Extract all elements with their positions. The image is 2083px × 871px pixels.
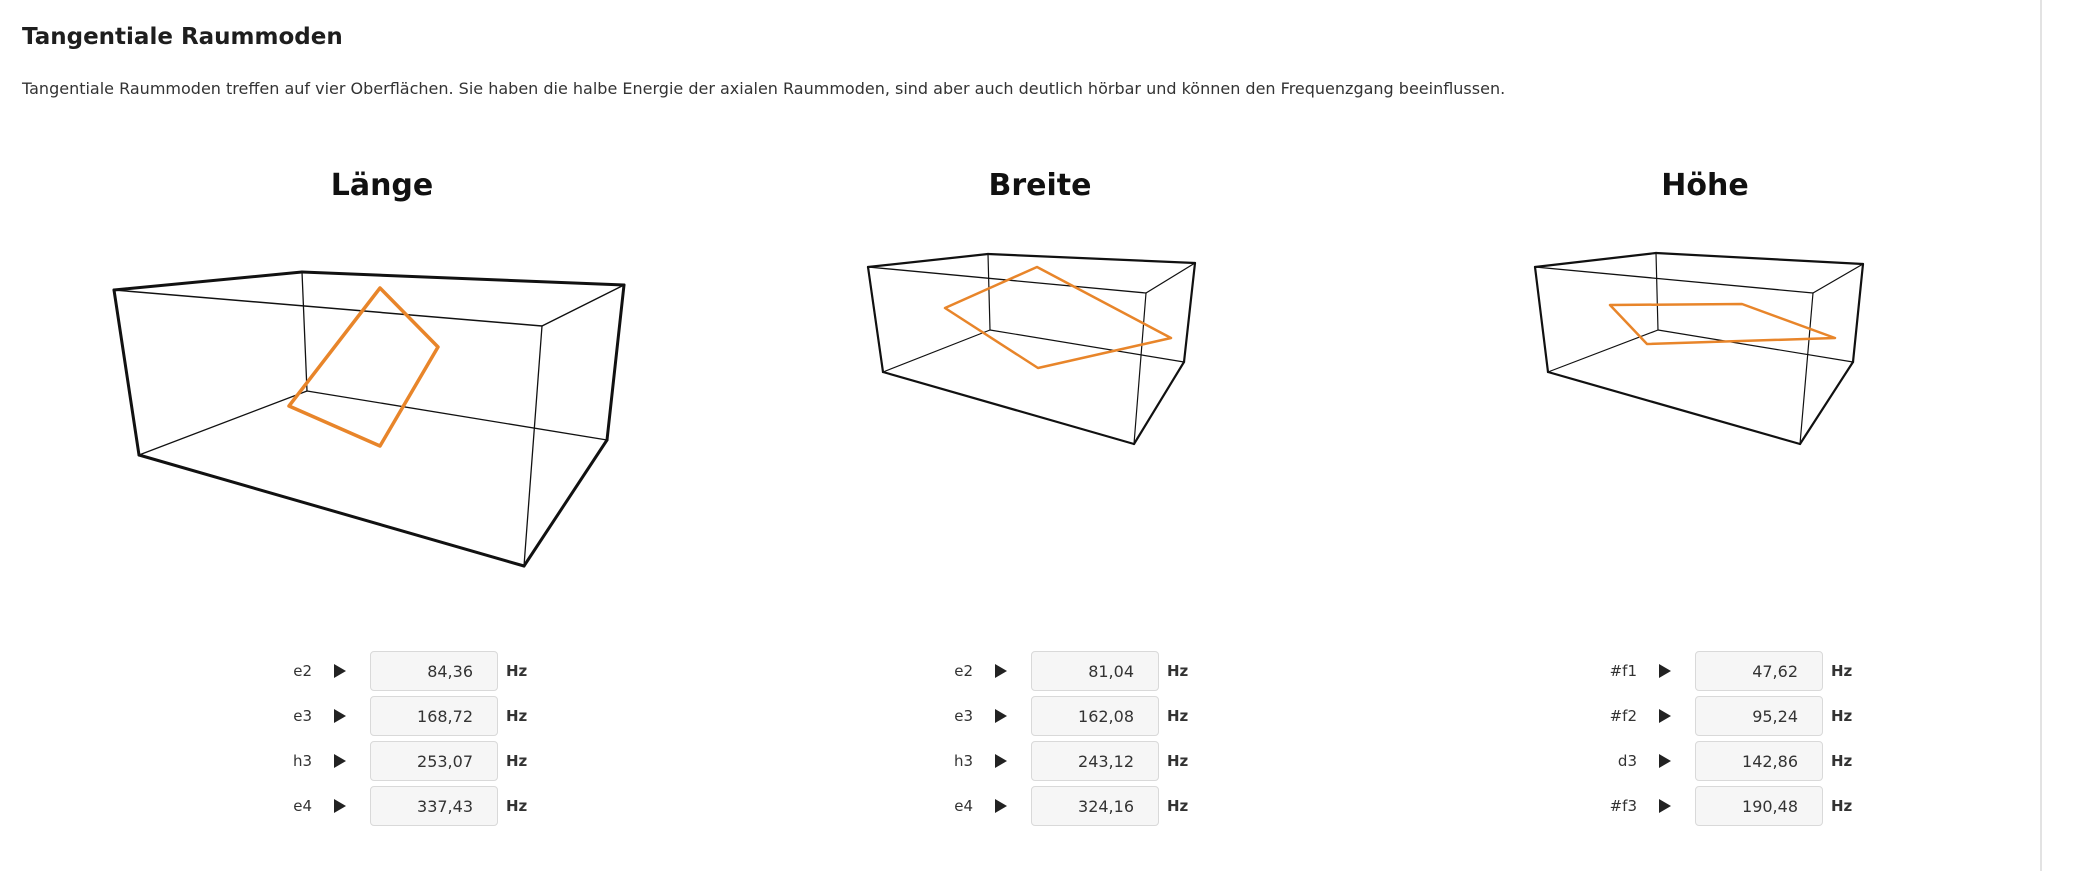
section-description: Tangentiale Raummoden treffen auf vier Oberflächen. Sie haben die halbe Energie der axialen Raummoden, sind aber auch deutlich hörbar und können den Frequenzgang beeinflussen. [22, 79, 1506, 98]
note-label: d3 [1617, 752, 1637, 770]
frequency-field[interactable] [1031, 741, 1159, 781]
panel-laenge [52, 160, 712, 840]
play-button[interactable] [1645, 786, 1685, 826]
room-edge [988, 254, 1195, 263]
play-icon [1659, 754, 1671, 768]
play-button[interactable] [320, 651, 360, 691]
room-edge [1535, 267, 1548, 372]
note-label: h3 [953, 752, 973, 770]
frequency-field[interactable] [1695, 741, 1823, 781]
frequency-field[interactable] [1031, 651, 1159, 691]
note-label: e4 [293, 797, 312, 815]
room-edge [114, 290, 542, 326]
play-icon [334, 754, 346, 768]
room-edge [1535, 267, 1813, 293]
play-button[interactable] [1645, 741, 1685, 781]
room-mode-diagram-hoehe [1375, 160, 2035, 600]
room-edge [607, 285, 624, 440]
play-button[interactable] [320, 786, 360, 826]
frequency-field[interactable] [1695, 696, 1823, 736]
play-icon [995, 709, 1007, 723]
frequency-field[interactable] [370, 651, 498, 691]
play-icon [995, 664, 1007, 678]
note-label: e3 [954, 707, 973, 725]
room-edge [1548, 330, 1658, 372]
play-button[interactable] [981, 741, 1021, 781]
room-mode-diagram-laenge [52, 160, 712, 600]
panel-title: Breite [988, 168, 1092, 203]
play-icon [995, 799, 1007, 813]
unit-label: Hz [506, 662, 528, 680]
note-label: e4 [954, 797, 973, 815]
play-icon [1659, 664, 1671, 678]
play-icon [334, 664, 346, 678]
frequency-field[interactable] [370, 786, 498, 826]
play-icon [334, 799, 346, 813]
play-button[interactable] [981, 696, 1021, 736]
frequency-field[interactable] [370, 696, 498, 736]
room-edge [114, 272, 302, 290]
panel-title: Höhe [1661, 168, 1749, 203]
room-edge [868, 254, 988, 267]
room-edge [139, 455, 524, 566]
play-button[interactable] [320, 696, 360, 736]
play-button[interactable] [981, 786, 1021, 826]
unit-label: Hz [1831, 662, 1853, 680]
note-label: #f3 [1609, 797, 1637, 815]
play-icon [995, 754, 1007, 768]
room-edge [883, 372, 1134, 444]
unit-label: Hz [506, 797, 528, 815]
play-button[interactable] [1645, 651, 1685, 691]
frequency-field[interactable] [1695, 786, 1823, 826]
panel-title: Länge [330, 168, 434, 203]
room-edge [1535, 253, 1656, 267]
note-label: e2 [954, 662, 973, 680]
tangential-mode-path [1610, 304, 1835, 344]
note-label: e3 [293, 707, 312, 725]
unit-label: Hz [1167, 707, 1189, 725]
play-button[interactable] [981, 651, 1021, 691]
room-edge [988, 254, 990, 330]
unit-label: Hz [1831, 797, 1853, 815]
room-edge [1813, 264, 1863, 293]
note-label: #f2 [1609, 707, 1637, 725]
room-edge [1800, 362, 1853, 444]
room-edge [542, 285, 624, 326]
room-edge [1146, 263, 1195, 293]
room-edge [139, 391, 307, 455]
room-mode-diagram-breite [710, 160, 1370, 600]
note-label: e2 [293, 662, 312, 680]
unit-label: Hz [506, 707, 528, 725]
play-icon [1659, 799, 1671, 813]
room-edge [883, 330, 990, 372]
play-icon [1659, 709, 1671, 723]
frequency-field[interactable] [1031, 696, 1159, 736]
panel-breite [710, 160, 1370, 840]
play-button[interactable] [1645, 696, 1685, 736]
unit-label: Hz [1167, 752, 1189, 770]
panel-hoehe [1375, 160, 2035, 840]
room-edge [114, 290, 139, 455]
room-edge [302, 272, 624, 285]
frequency-field[interactable] [370, 741, 498, 781]
room-edge [1853, 264, 1863, 362]
unit-label: Hz [506, 752, 528, 770]
room-edge [1656, 253, 1863, 264]
room-edge [1184, 263, 1195, 362]
tangential-mode-path [289, 288, 438, 446]
section-title: Tangentiale Raummoden [22, 24, 343, 50]
right-border [2040, 0, 2042, 871]
room-edge [1548, 372, 1800, 444]
note-label: #f1 [1609, 662, 1637, 680]
unit-label: Hz [1167, 797, 1189, 815]
play-icon [334, 709, 346, 723]
unit-label: Hz [1167, 662, 1189, 680]
room-edge [1134, 362, 1184, 444]
unit-label: Hz [1831, 752, 1853, 770]
room-edge [302, 272, 307, 391]
frequency-field[interactable] [1695, 651, 1823, 691]
room-edge [1134, 293, 1146, 444]
room-edge [1800, 293, 1813, 444]
room-edge [524, 326, 542, 566]
unit-label: Hz [1831, 707, 1853, 725]
frequency-field[interactable] [1031, 786, 1159, 826]
tangential-mode-path [945, 267, 1171, 368]
play-button[interactable] [320, 741, 360, 781]
room-edge [524, 440, 607, 566]
room-edge [1656, 253, 1658, 330]
room-edge [868, 267, 883, 372]
note-label: h3 [292, 752, 312, 770]
